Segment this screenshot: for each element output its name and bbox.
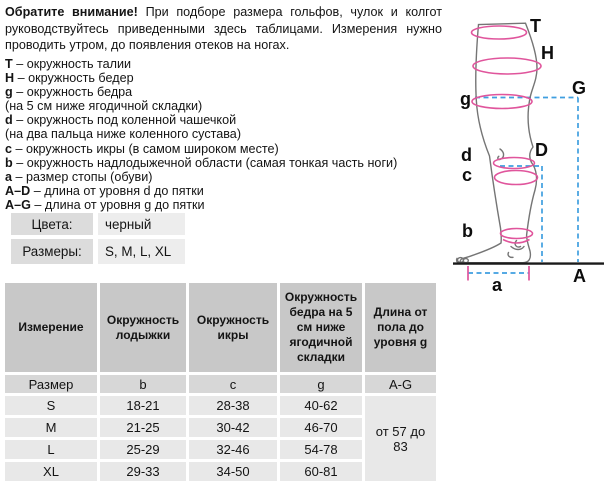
sizes-row bbox=[11, 239, 185, 264]
colors-label: Цвета: bbox=[11, 213, 93, 235]
table-cell: 28-38 bbox=[189, 396, 277, 415]
definition-text: – окружность бедер bbox=[17, 71, 134, 86]
waist-ellipse-T bbox=[472, 26, 527, 39]
table-header-cell: Длина от пола до уровня g bbox=[365, 283, 436, 372]
size-table-body bbox=[5, 283, 436, 481]
intro-line-1 bbox=[5, 4, 442, 21]
definition-text: (на 5 см ниже ягодичной складки) bbox=[5, 99, 203, 114]
table-subheader-cell: A-G bbox=[365, 375, 436, 393]
label-b: b bbox=[462, 221, 473, 241]
definition-term: A–G bbox=[5, 197, 35, 212]
table-cell: L bbox=[5, 440, 97, 459]
table-subheader-cell: b bbox=[100, 375, 186, 393]
table-merged-length-cell: от 57 до 83 bbox=[365, 396, 436, 481]
colors-row bbox=[11, 213, 185, 235]
table-header-cell: Окружность лодыжки bbox=[100, 283, 186, 372]
definition-term: g bbox=[5, 85, 17, 100]
definition-term: T bbox=[5, 57, 17, 71]
table-cell: 54-78 bbox=[280, 440, 362, 459]
definition-term: A–D bbox=[5, 183, 34, 198]
table-subheader-cell: g bbox=[280, 375, 362, 393]
definition-text: – длина от уровня g до пятки bbox=[34, 197, 205, 212]
table-cell: 34-50 bbox=[189, 462, 277, 481]
intro-attention: Обратите внимание! bbox=[5, 5, 138, 19]
definition-text: (на два пальца ниже коленного сустава) bbox=[5, 127, 242, 142]
definition-line bbox=[5, 113, 450, 127]
definition-term: H bbox=[5, 71, 18, 86]
label-c: c bbox=[462, 165, 473, 185]
table-cell: 40-62 bbox=[280, 396, 362, 415]
definition-term: d bbox=[5, 113, 17, 128]
intro-paragraph bbox=[5, 4, 442, 54]
definition-text: – размер стопы (обуви) bbox=[15, 169, 153, 184]
calf-ellipse-c bbox=[495, 171, 538, 185]
definition-text: – длина от уровня d до пятки bbox=[33, 183, 204, 198]
table-subheader-cell: Размер bbox=[5, 375, 97, 393]
definition-line bbox=[5, 170, 450, 184]
definition-line bbox=[5, 57, 450, 71]
definition-line bbox=[5, 99, 450, 113]
definition-text: – окружность талии bbox=[16, 57, 132, 71]
below-knee-ellipse-d bbox=[494, 158, 535, 169]
table-header-cell: Окружность икры bbox=[189, 283, 277, 372]
definition-line bbox=[5, 71, 450, 85]
definition-text: – окружность икры (в самом широком месте) bbox=[15, 141, 279, 156]
label-d: d bbox=[461, 145, 472, 165]
intro-line-3: проводить утром, до появления отеков на ногах. bbox=[5, 38, 290, 53]
definition-line bbox=[5, 184, 450, 198]
definition-term: a bbox=[5, 169, 16, 184]
definition-term: c bbox=[5, 141, 16, 156]
definition-line bbox=[5, 198, 450, 212]
table-cell: XL bbox=[5, 462, 97, 481]
label-A: A bbox=[573, 266, 586, 286]
definition-line bbox=[5, 85, 450, 99]
sizes-label: Размеры: bbox=[11, 239, 93, 264]
size-table bbox=[2, 280, 439, 484]
ankle-ellipse-b bbox=[501, 229, 533, 239]
table-cell: S bbox=[5, 396, 97, 415]
leg-measurement-diagram bbox=[440, 0, 606, 292]
definition-line bbox=[5, 156, 450, 170]
table-cell: 46-70 bbox=[280, 418, 362, 437]
sizes-value: S, M, L, XL bbox=[98, 239, 185, 264]
intro-line-2: руководствуйтесь приведенными здесь таблицами. Измерения нужно bbox=[5, 21, 442, 36]
table-cell: 25-29 bbox=[100, 440, 186, 459]
table-header-cell: Измерение bbox=[5, 283, 97, 372]
table-cell: M bbox=[5, 418, 97, 437]
table-subheader-cell: c bbox=[189, 375, 277, 393]
measurement-definitions bbox=[5, 57, 450, 212]
definition-line bbox=[5, 142, 450, 156]
label-H: H bbox=[541, 43, 554, 63]
table-cell: 32-46 bbox=[189, 440, 277, 459]
table-cell: 29-33 bbox=[100, 462, 186, 481]
definition-line bbox=[5, 127, 450, 141]
table-cell: 18-21 bbox=[100, 396, 186, 415]
definition-text: – окружность надлодыжечной области (самая тонкая часть ноги) bbox=[16, 155, 398, 170]
label-D: D bbox=[535, 140, 548, 160]
table-cell: 30-42 bbox=[189, 418, 277, 437]
table-row bbox=[5, 396, 436, 415]
label-g: g bbox=[460, 89, 471, 109]
label-T: T bbox=[530, 16, 541, 36]
intro-line-1-text: При подборе размера гольфов, чулок и колгот bbox=[137, 5, 442, 19]
label-a: a bbox=[492, 275, 503, 292]
table-header-cell: Окружность бедра на 5 см ниже ягодичной складки bbox=[280, 283, 362, 372]
label-G: G bbox=[572, 78, 587, 98]
colors-value: черный bbox=[98, 213, 185, 235]
definition-term: b bbox=[5, 155, 17, 170]
definition-text: – окружность бедра bbox=[16, 85, 133, 100]
thigh-ellipse-g bbox=[472, 95, 532, 109]
table-cell: 21-25 bbox=[100, 418, 186, 437]
table-cell: 60-81 bbox=[280, 462, 362, 481]
definition-text: – окружность под коленной чашечкой bbox=[16, 113, 237, 128]
hip-ellipse-H bbox=[473, 58, 541, 74]
